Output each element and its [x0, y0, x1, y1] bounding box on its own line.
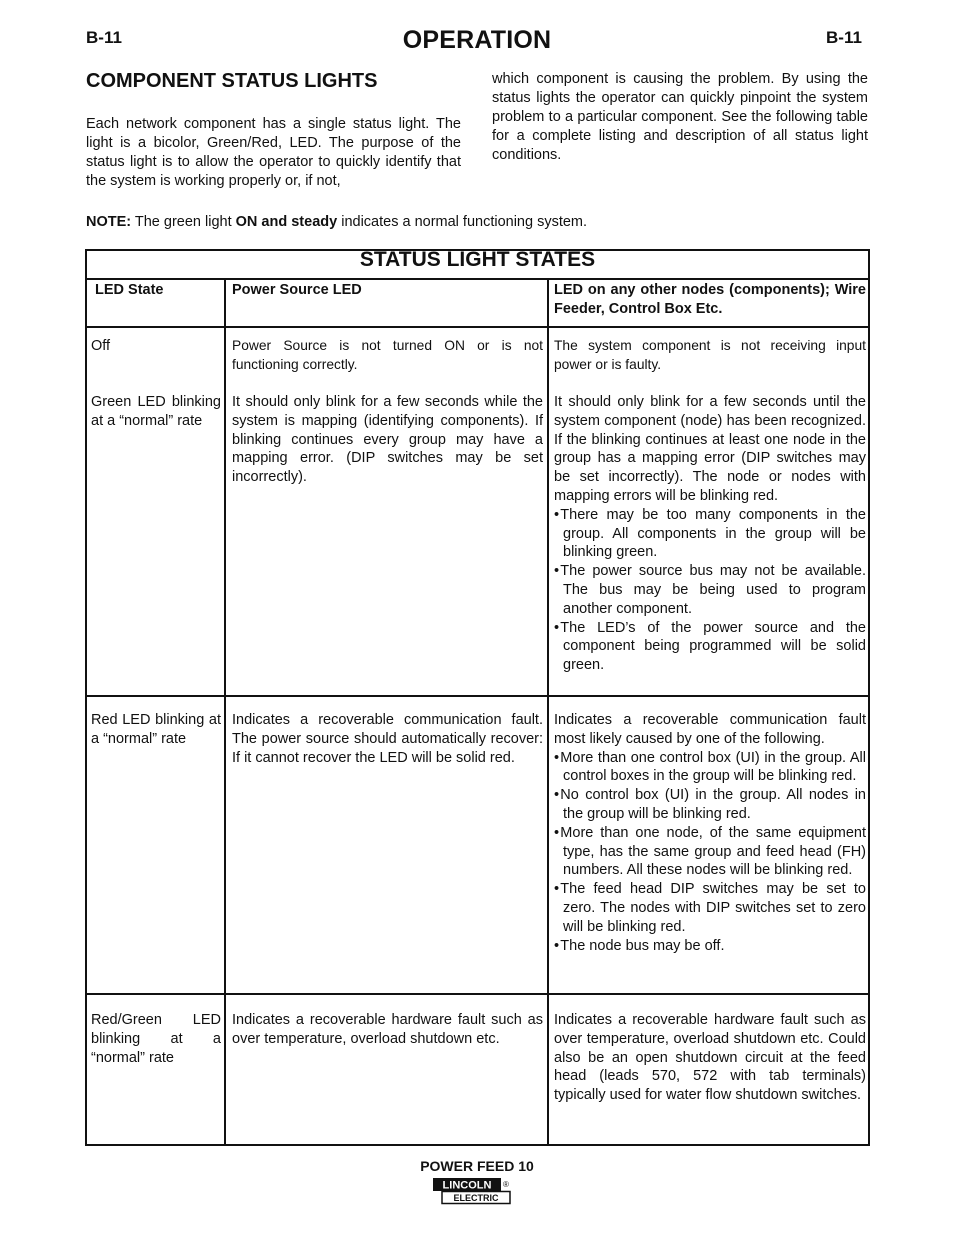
- list-item: • No control box (UI) in the group. All nodes in the group will be blinking red.: [554, 787, 866, 822]
- header-other-nodes-led: LED on any other nodes (components); Wire Feeder, Control Box Etc.: [554, 282, 866, 317]
- row-green-state: Green LED blinking at a “normal” rate: [91, 394, 221, 429]
- section-title: COMPONENT STATUS LIGHTS: [86, 70, 378, 92]
- note-emphasis: ON and steady: [235, 214, 338, 230]
- row-redgreen-state: Red/Green LED blinking at a “normal” rate: [91, 1012, 221, 1066]
- logo-top-text: LINCOLN: [442, 1179, 492, 1192]
- column-divider: [224, 278, 226, 1144]
- table-title: STATUS LIGHT STATES: [359, 248, 596, 271]
- table-divider: [87, 278, 868, 280]
- list-item: • The LED’s of the power source and the component being programmed will be solid green.: [554, 619, 866, 674]
- list-item: • The power source bus may not be available. The bus may be being used to program another component.: [554, 563, 866, 617]
- note-label: NOTE:: [86, 214, 132, 230]
- footer-product-name: POWER FEED 10: [420, 1158, 534, 1174]
- lincoln-electric-logo: [432, 1176, 512, 1206]
- note-text-end: indicates a normal functioning system.: [341, 214, 588, 230]
- page-title: OPERATION: [402, 26, 552, 54]
- logo-bottom-text: ELECTRIC: [453, 1193, 499, 1203]
- row-red-other-text: Indicates a recoverable communication fault most likely caused by one of the following.: [554, 712, 866, 747]
- status-light-table: [85, 249, 870, 1146]
- intro-paragraph-right: which component is causing the problem. By using the status lights the operator can quickly pinpoint the system problem to a particular component. See the following table for a complete listing and description of all status light conditions.: [492, 71, 868, 163]
- header-power-source-led: Power Source LED: [232, 282, 362, 298]
- row-redgreen-power: Indicates a recoverable hardware fault such as over temperature, overload shutdown etc.: [232, 1012, 543, 1047]
- row-off-power: Power Source is not turned ON or is not functioning correctly.: [232, 338, 543, 372]
- table-divider: [87, 326, 868, 328]
- column-divider: [547, 278, 549, 1144]
- note: [86, 214, 587, 230]
- page-number-left: B-11: [86, 28, 122, 47]
- row-red-other: [554, 711, 866, 955]
- row-green-power: It should only blink for a few seconds while the system is mapping (identifying components). If blinking continues every group may have a mapping error. (DIP switches may be set incorrectly).: [232, 394, 543, 486]
- list-item: • The feed head DIP switches may be set to zero. The nodes with DIP switches set to zero will be blinking red.: [554, 881, 866, 935]
- logo-registered-mark: ®: [503, 1180, 509, 1189]
- table-divider: [87, 993, 868, 995]
- row-off-other: The system component is not receiving input power or is faulty.: [554, 338, 866, 372]
- note-text-start: The green light: [134, 214, 232, 230]
- header-led-state: LED State: [95, 282, 164, 298]
- row-off-state: Off: [91, 338, 111, 354]
- row-red-power: Indicates a recoverable communication fault. The power source should automatically recover: If it cannot recover the LED will be solid red.: [232, 712, 543, 766]
- list-item: • More than one control box (UI) in the group. All control boxes in the group will be blinking red.: [554, 749, 866, 785]
- list-item: • More than one node, of the same equipment type, has the same group and feed head (FH) numbers. All these nodes will be blinking red.: [554, 824, 866, 879]
- row-green-other: [554, 393, 866, 675]
- intro-paragraph-left: Each network component has a single status light. The light is a bicolor, Green/Red, LED. The purpose of the status light is to allow the operator to quickly identify that the system is working properly or, if not,: [86, 116, 461, 189]
- table-divider: [87, 695, 868, 697]
- list-item: • The node bus may be off.: [554, 937, 725, 954]
- row-green-other-text: It should only blink for a few seconds until the system component (node) has been recognized. If the blinking continues at least one node in the group has a mapping error (DIP switches may be set incorrectly). The node or nodes with mapping errors will be blinking red.: [554, 394, 866, 504]
- list-item: • There may be too many components in the group. All components in the group will be blinking green.: [554, 506, 866, 561]
- row-redgreen-other: Indicates a recoverable hardware fault such as over temperature, overload shutdown etc. Could also be an open shutdown circuit at the feed head (leads 570, 572 with tab terminals) typically used for water flow shutdown switches.: [554, 1012, 866, 1104]
- row-red-state: Red LED blinking at a “normal” rate: [91, 712, 221, 747]
- page-number-right: B-11: [826, 28, 862, 47]
